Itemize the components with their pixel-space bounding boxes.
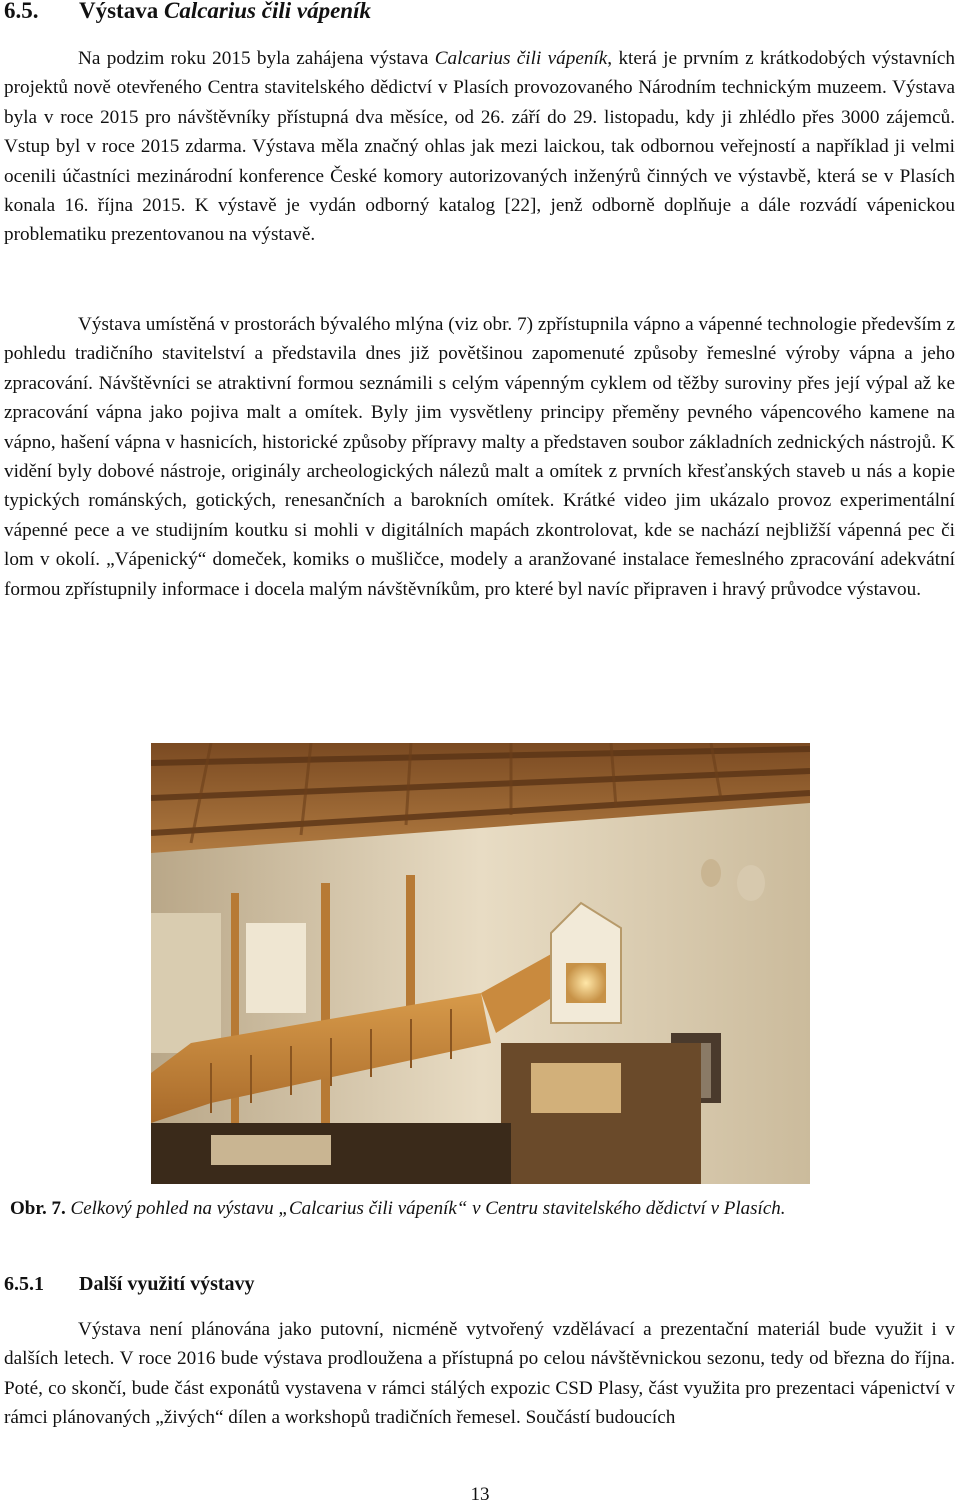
paragraph-exhibition-content [4, 310, 955, 604]
subsection-heading [4, 1273, 255, 1296]
subsection-number: 6.5.1 [4, 1273, 44, 1295]
subsection-title: Další využití výstavy [79, 1273, 255, 1295]
exhibition-name-italic: Calcarius čili vápeník [434, 48, 608, 69]
paragraph-exhibition-intro [4, 44, 955, 250]
figure-caption-text: Celkový pohled na výstavu „Calcarius čili vápeník“ v Centru stavitelského dědictví v Plasích. [65, 1198, 786, 1219]
paragraph-text: , která je prvním z krátkodobých výstavních projektů nově otevřeného Centra stavitelského dědictví v Plasích provozovaného Národním technickým muzeem. Výstava byla v roce 2015 pro návštěvníky přístupná dva měsíce, od 26. září do 29. listopadu, kdy ji zhlédlo přes 3000 zájemců. Vstup byl v roce 2015 zdarma. Výstava měla značný ohlas jak mezi laickou, tak odbornou veřejností a například ji velmi ocenili účastníci mezinárodní konference České komory autorizovaných inženýrů činných ve výstavbě, která se v Plasích konala 16. října 2015. K výstavě je vydán odborný katalog [22], jenž odborně doplňuje a dále rozvádí vápenickou problematiku prezentovanou na výstavě. [4, 48, 955, 246]
figure-caption [10, 1196, 955, 1222]
figure-label: Obr. 7. [10, 1198, 66, 1219]
paragraph-text: Výstava není plánována jako putovní, nicméně vytvořený vzdělávací a prezentační materiál bude využit i v dalších letech. V roce 2016 bude výstava prodloužena a přístupná po celou návštěvnickou sezonu, tedy od března do října. Poté, co skončí, bude část exponátů vystavena v rámci stálých expozic CSD Plasy, část využita pro prezentaci vápenictví v rámci plánovaných „živých“ dílen a workshopů tradičních řemesel. Součástí budoucích [4, 1319, 955, 1429]
section-title-prefix: Výstava [79, 0, 164, 23]
section-heading [4, 0, 371, 24]
page-number: 13 [470, 1484, 490, 1505]
paragraph-text: Výstava umístěná v prostorách bývalého mlýna (viz obr. 7) zpřístupnila vápno a vápenné technologie především z pohledu tradičního stavitelství a představila dnes již povětšinou zapomenuté způsoby řemeslné výroby vápna a jeho zpracování. Návštěvníci se atraktivní formou seznámili s celým vápenným cyklem od těžby suroviny přes její výpal až ke zpracování vápna jako pojiva malt a omítek. Byly jim vysvětleny principy přeměny pevného vápencového kamene na vápno, hašení vápna v hasnicích, historické způsoby přípravy malty a představen soubor základních zednických nástrojů. K vidění byly dobové nástroje, originály archeologických nálezů malt a omítek z prvních křesťanských staveb u nás a kopie typických románských, gotických, renesančních a barokních omítek. Krátké video jim ukázalo provoz experimentální vápenné pece a ve studijním koutku si mohli v digitálních mapách zkontrolovat, kde se nachází nejbližší vápenná pec či lom v okolí. „Vápenický“ domeček, komiks o mušličce, modely a aranžované instalace řemeslného zpracování adekvátní formou zpřístupnily informace i docela malým návštěvníkům, pro které byl navíc připraven i hravý průvodce výstavou. [4, 314, 955, 600]
section-title-italic: Calcarius čili vápeník [163, 0, 371, 23]
section-number: 6.5. [4, 0, 39, 23]
exhibition-photo [151, 743, 810, 1184]
paragraph-text: Na podzim roku 2015 byla zahájena výstava [78, 48, 435, 69]
paragraph-further-use [4, 1315, 955, 1433]
